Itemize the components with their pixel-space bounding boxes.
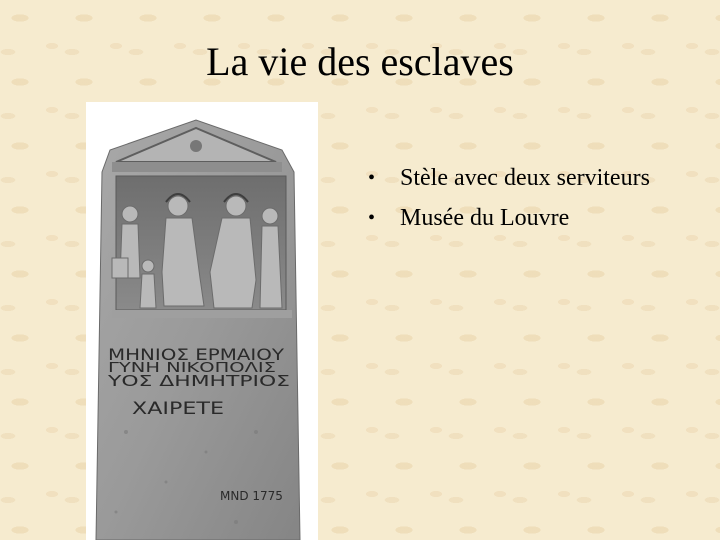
bullet-text: Stèle avec deux serviteurs — [400, 165, 650, 191]
inventory-mark: MND 1775 — [220, 489, 283, 503]
bullet-item — [362, 162, 662, 194]
bullet-item — [362, 202, 662, 234]
bullet-dot: • — [368, 167, 376, 189]
inscription-line-3: ΥΟΣ ΔΗΜΗΤΡΙΟΣ — [106, 372, 290, 390]
bullet-text: Musée du Louvre — [400, 205, 570, 231]
slide-title: La vie des esclaves — [206, 39, 514, 84]
inscription-line-1: ΜΗΝΙΟΣ ΕΡΜΑΙΟΥ — [108, 345, 285, 364]
inscription-line-2: ΓΥΝΗ ΝΙΚΟΠΟΛΙΣ — [108, 361, 276, 376]
inscription-line-4: ΧΑΙΡΕΤΕ — [132, 399, 224, 419]
bullet-list — [362, 162, 662, 242]
stele-photograph — [86, 102, 318, 540]
bullet-dot: • — [368, 207, 376, 229]
